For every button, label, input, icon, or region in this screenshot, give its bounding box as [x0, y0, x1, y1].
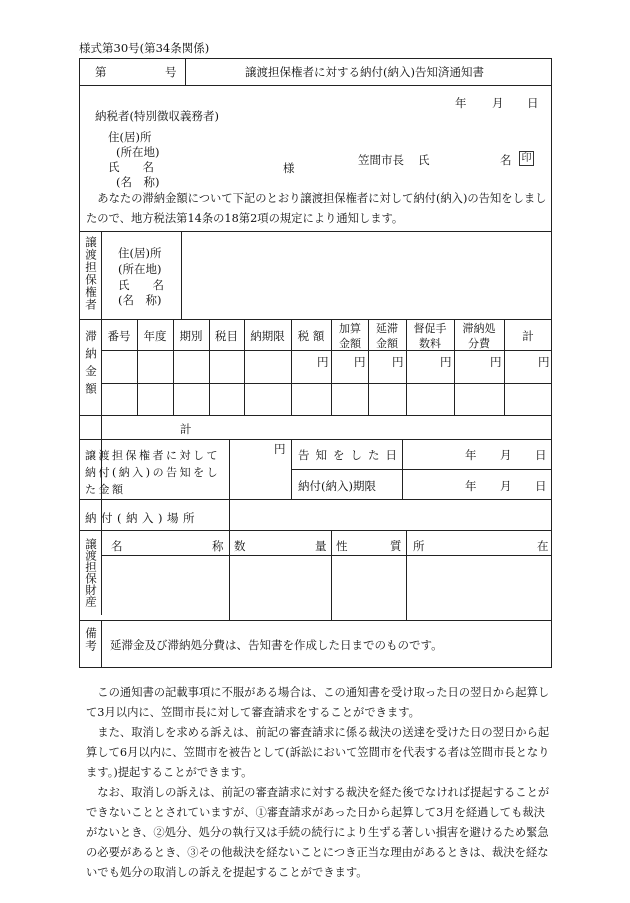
col-kasankin: 加算金額 [339, 322, 361, 350]
taxpayer-address-alt: (所在地) [116, 145, 160, 159]
divider [229, 530, 230, 620]
number-go: 号 [165, 65, 177, 79]
col-zeigaku: 税 額 [297, 329, 325, 343]
divider [331, 530, 332, 620]
divider [79, 85, 552, 86]
footer-paragraph: この通知書の記載事項に不服がある場合は、この通知書を受け取った日の翌日から起算して3月以内に、笠間市長に対して審査請求をすることができます。 [86, 686, 550, 719]
deadline-year: 年 [465, 479, 477, 493]
col-shobunhi: 滞納処分費 [462, 322, 496, 350]
number-dai: 第 [95, 65, 107, 79]
col-tokusoku: 督促手数料 [413, 322, 447, 350]
holder-name-alt: (名 称) [118, 293, 162, 307]
taxpayer-name-label: 氏 名 [108, 160, 154, 174]
deadline-day: 日 [535, 479, 547, 493]
col-zeimoku: 税目 [215, 329, 238, 343]
divider [101, 555, 552, 556]
col-noukigen: 納期限 [250, 329, 285, 343]
divider [79, 231, 552, 232]
taxpayer-label: 納税者(特別徴収義務者) [95, 109, 219, 123]
property-col-quantity: 量 [315, 539, 327, 553]
holder-name-label: 氏 名 [118, 278, 164, 292]
divider [291, 469, 552, 470]
divider [101, 231, 102, 615]
col-bangou: 番号 [107, 329, 131, 343]
notice-text: あなたの滞納金額について下記のとおり譲渡担保権者に対して納付(納入)の告知をしましたので、地方税法第14条の18第2項の規定により通知します。 [86, 192, 547, 225]
issuer-shi: 氏 [418, 153, 430, 167]
taxpayer-address-label: 住(居)所 [108, 130, 152, 144]
divider [79, 620, 552, 621]
divider [368, 319, 369, 415]
notice-date-label: 告知をした日 [298, 448, 403, 462]
divider [406, 319, 407, 415]
divider [79, 439, 552, 440]
divider [229, 499, 230, 530]
date-year: 年 [455, 96, 467, 110]
total-label: 計 [180, 422, 192, 436]
holder-address-label: 住(居)所 [118, 246, 162, 260]
holder-vertical-label: 譲渡担保権者 [84, 236, 98, 311]
notice-amount-label: 譲渡担保権者に対して納付(納入)の告知をした金額 [85, 449, 221, 496]
notice-date-year: 年 [465, 448, 477, 462]
deadline-month: 月 [500, 479, 512, 493]
divider [79, 530, 552, 531]
notice-amount-unit: 円 [274, 442, 286, 456]
footer-paragraph: なお、取消しの訴えは、前記の審査請求に対する裁決を経た後でなければ提起することができないこととされていますが、①審査請求があった日から起算して3月を経過しても裁決がないとき、②処分、処分の執行又は手続の続行により生ずる著しい損害を避けるため緊急の必要があるとき、③その他裁決を経ないことにつき正当な理由があるときは、裁決を経ないでも処分の取消しの訴えを提起することができます。 [86, 786, 550, 879]
taxpayer-name-alt: (名 称) [116, 175, 160, 189]
divider [406, 530, 407, 620]
remarks-vertical-label: 備考 [84, 627, 98, 652]
property-vertical-label: 譲渡担保財産 [84, 538, 98, 607]
divider [181, 231, 182, 319]
date-month: 月 [492, 96, 504, 110]
deadline-label: 納付(納入)期限 [298, 479, 376, 493]
divider [101, 383, 552, 384]
col-nendo: 年度 [143, 329, 167, 343]
date-day: 日 [527, 96, 539, 110]
property-col-nature: 質 [390, 539, 402, 553]
seal-icon: 印 [519, 151, 534, 166]
divider [185, 58, 186, 85]
property-col-name: 名 [111, 539, 123, 553]
col-kibetsu: 期別 [179, 329, 203, 343]
divider [79, 499, 552, 500]
holder-address-alt: (所在地) [118, 262, 162, 276]
property-col-nature: 性 [336, 539, 348, 553]
remarks-text: 延滞金及び滞納処分費は、告知書を作成した日までのものです。 [110, 638, 443, 652]
footer-paragraph: また、取消しを求める訴えは、前記の審査請求に係る裁決の送達を受けた日の翌日から起算して6月以内に、笠間市を被告として(訴訟において笠間市を代表する者は笠間市長となります。)提起することができます。 [86, 726, 550, 779]
issuer-mei: 名 [500, 153, 512, 167]
property-col-location: 在 [537, 539, 549, 553]
property-col-location: 所 [413, 539, 425, 553]
unit-yen: 円 [354, 355, 366, 369]
place-label: 納付(納入)場所 [85, 511, 199, 525]
notice-date-month: 月 [500, 448, 512, 462]
document-title: 譲渡担保権者に対する納付(納入)告知済通知書 [245, 65, 484, 79]
divider [79, 415, 552, 416]
col-kei: 計 [522, 329, 534, 343]
unit-yen: 円 [317, 355, 329, 369]
notice-date-day: 日 [535, 448, 547, 462]
divider [229, 439, 230, 499]
unit-yen: 円 [490, 355, 502, 369]
property-col-name: 称 [212, 539, 224, 553]
unit-yen: 円 [392, 355, 404, 369]
arrears-vertical-label: 滞納金額 [84, 330, 98, 400]
divider [79, 319, 552, 320]
form-number: 様式第30号(第34条関係) [79, 41, 210, 55]
property-col-quantity: 数 [234, 539, 246, 553]
col-entaikin: 延滞金額 [376, 322, 398, 350]
taxpayer-sama: 様 [283, 161, 295, 175]
unit-yen: 円 [538, 355, 550, 369]
unit-yen: 円 [440, 355, 452, 369]
issuer-title: 笠間市長 [358, 153, 404, 167]
divider [331, 319, 332, 415]
divider [454, 319, 455, 415]
divider [101, 620, 102, 668]
